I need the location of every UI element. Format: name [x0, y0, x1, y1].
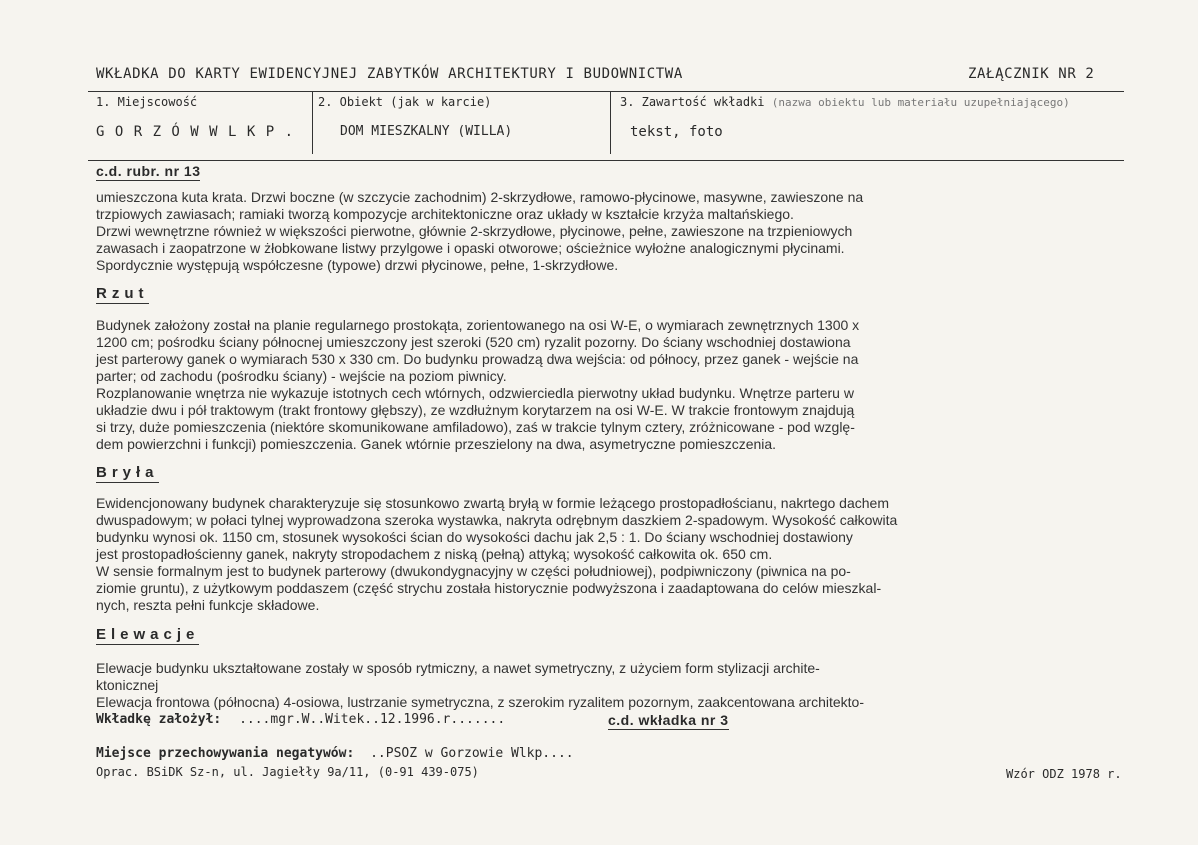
publisher-line: Oprac. BSiDK Sz-n, ul. Jagiełły 9a/11, (0-91 439-075) [96, 765, 479, 779]
text-line: Rozplanowanie wnętrza nie wykazuje istotnych cech wtórnych, odzwierciedla pierwotny układ budynku. Wnętrze parteru w [96, 385, 854, 401]
text-line: Spordycznie występują współczesne (typowe) drzwi płycinowe, pełne, 1-skrzydłowe. [96, 257, 619, 273]
continuation-text [96, 189, 863, 274]
text-line: dwuspadowym; w połaci tylnej wyprowadzona szeroka wystawka, nakryta odrębnym daszkiem 2-spadowym. Wysokość całkowita [96, 512, 898, 528]
text-line: nych, reszta pełni funkcje składowe. [96, 597, 320, 613]
column-divider-2 [610, 92, 611, 154]
bryla-text [96, 495, 897, 614]
attachment-number: ZAŁĄCZNIK NR 2 [968, 66, 1095, 82]
text-line: Elewacje budynku ukształtowane zostały w sposób rytmiczny, a nawet symetryczny, z użyciem form stylizacji archite- [96, 660, 820, 676]
text-line: Elewacja frontowa (północna) 4-osiowa, lustrzanie symetryczna, z szerokim ryzalitem pozornym, zaakcentowana architekto- [96, 694, 864, 710]
text-line: ziomie gruntu), z użytkowym poddaszem (część strychu została historycznie podwyższona i zaadaptowana do celów mieszkal- [96, 580, 882, 596]
text-line: si trzy, duże pomieszczenia (niektóre skomunikowane amfiladowo), zaś w trakcie tylnym cztery, zróżnicowane - pod wzglę- [96, 419, 855, 435]
storage-value: ..PSOZ w Gorzowie Wlkp.... [370, 746, 574, 761]
text-line: trzpiowych zawiasach; ramiaki tworzą kompozycje architektoniczne oraz układy w kształcie krzyża maltańskiego. [96, 206, 794, 222]
next-insert: c.d. wkładka nr 3 [608, 712, 729, 728]
author-row [96, 712, 505, 727]
rzut-heading: Rzut [96, 285, 149, 302]
storage-row [96, 746, 574, 761]
content-value: tekst, foto [630, 124, 723, 140]
storage-label: Miejsce przechowywania negatywów: [96, 746, 355, 761]
locality-value: G O R Z Ó W W L K P . [96, 124, 295, 140]
text-line: budynku wynosi ok. 1150 cm, stosunek wysokości ścian do wysokości dachu jak 2,5 : 1. Do ściany wschodniej dostawiony [96, 529, 853, 545]
author-value: ....mgr.W..Witek..12.1996.r....... [239, 712, 506, 727]
rzut-text [96, 317, 859, 453]
content-label-main: 3. Zawartość wkładki [620, 95, 765, 109]
locality-label: 1. Miejscowość [96, 95, 198, 109]
text-line: układzie dwu i pół traktowym (trakt frontowy głębszy), ze wzdłużnym korytarzem na osi W-E. W trakcie frontowym znajdują [96, 402, 855, 418]
text-line: jest prostopadłościenny ganek, nakryty stropodachem z niską (pełną) attyką; wysokość całkowita ok. 650 cm. [96, 546, 773, 562]
text-line: umieszczona kuta krata. Drzwi boczne (w szczycie zachodnim) 2-skrzydłowe, ramowo-płycinowe, masywne, zawieszone na [96, 189, 864, 205]
author-label: Wkładkę założył: [96, 712, 222, 727]
text-line: dem powierzchni i funkcji) pomieszczenia. Ganek wtórnie przeszielony na dwa, asymetryczne pomieszczenia. [96, 436, 777, 452]
text-line: Budynek założony został na planie regularnego prostokąta, zorientowanego na osi W-E, o wymiarach zewnętrznych 1300 x [96, 317, 860, 333]
table-bottom-rule [88, 160, 1124, 161]
object-value: DOM MIESZKALNY (WILLA) [340, 124, 513, 139]
text-line: W sensie formalnym jest to budynek parterowy (dwukondygnacyjny w części południowej), podpiwniczony (piwnica na po- [96, 563, 851, 579]
template-line: Wzór ODZ 1978 r. [1006, 767, 1122, 781]
elewacje-text [96, 660, 864, 711]
text-line: parter; od zachodu (pośrodku ściany) - wejście na poziom piwnicy. [96, 368, 507, 384]
text-line: zawasach i zaopatrzone w żłobkowane listwy przylgowe i opaski otworowe; ościeżnice wyłożne analogicznymi płycinami. [96, 240, 845, 256]
continuation-heading: c.d. rubr. nr 13 [96, 163, 201, 179]
column-divider-1 [312, 92, 313, 154]
text-line: Drzwi wewnętrzne również w większości pierwotne, głównie 2-skrzydłowe, płycinowe, pełne, zawieszone na trzpieniowych [96, 223, 853, 239]
bryla-heading: Bryła [96, 464, 159, 481]
document-title: WKŁADKA DO KARTY EWIDENCYJNEJ ZABYTKÓW ARCHITEKTURY I BUDOWNICTWA [96, 66, 683, 82]
object-label: 2. Obiekt (jak w karcie) [318, 95, 492, 109]
text-line: Ewidencjonowany budynek charakteryzuje się stosunkowo zwartą bryłą w formie leżącego prostopadłościanu, nakrtego dachem [96, 495, 889, 511]
content-label [620, 95, 1070, 109]
text-line: ktonicznej [96, 677, 159, 693]
text-line: jest parterowy ganek o wymiarach 530 x 330 cm. Do budynku prowadzą dwa wejścia: od północy, przez ganek - wejście na [96, 351, 859, 367]
content-label-note: (nazwa obiektu lub materiału uzupełniającego) [771, 96, 1070, 109]
elewacje-heading: Elewacje [96, 626, 200, 643]
table-top-rule [88, 91, 1124, 92]
text-line: 1200 cm; pośrodku ściany północnej umieszczony jest szeroki (520 cm) ryzalit pozorny. Do ściany wschodniej dostawiona [96, 334, 851, 350]
